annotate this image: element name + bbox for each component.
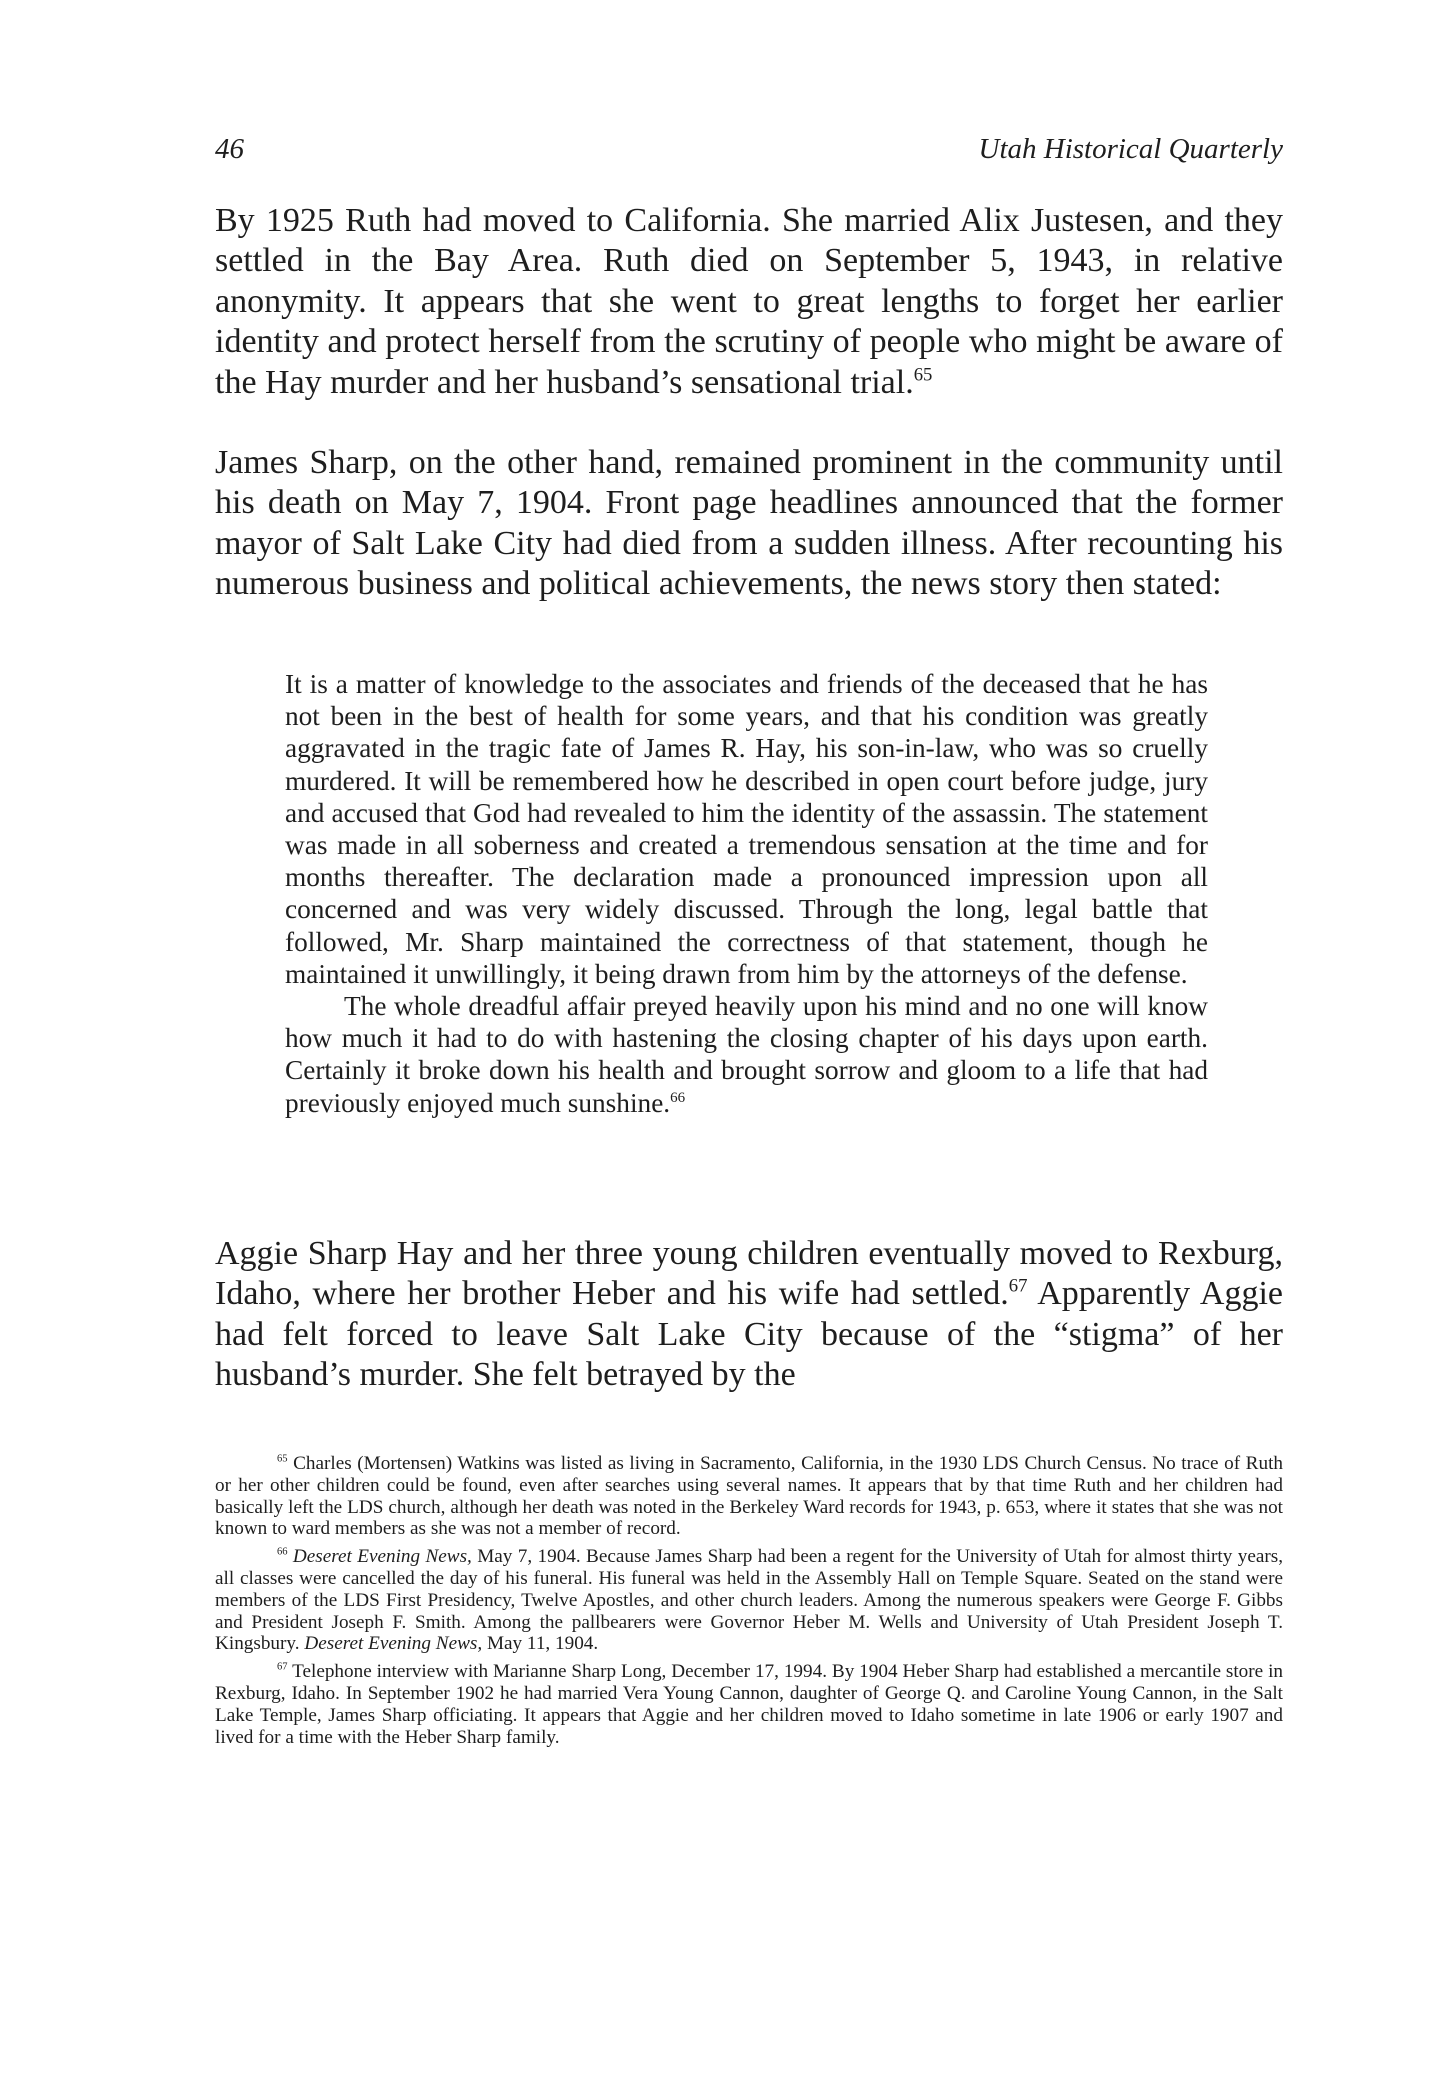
footnote-source: Deseret Evening News, (304, 1633, 483, 1655)
footnote-text: Charles (Mortensen) Watkins was listed as living in Sacramento, California, in the 1930 LDS Church Census. No trace of Ruth or her other children could be found, even after searches using several names. It appears that by that time Ruth and her children had basically left the LDS church, although her death was noted in the Berkeley Ward records for 1943, p. 653, where it states that she was not known to ward members as she was not a member of record. (215, 1453, 1283, 1540)
journal-title: Utah Historical Quarterly (978, 133, 1283, 165)
footnote-number: 66 (277, 1546, 288, 1558)
body-paragraph-2 (215, 443, 1283, 605)
footnote-ref-65: 65 (913, 364, 933, 386)
paragraph-text: James Sharp, on the other hand, remained prominent in the community until his death on May 7, 1904. Front page headlines announced that the former mayor of Salt Lake City had died from a sudden illness. After recounting his numerous business and political achievements, the news story then stated: (215, 444, 1283, 603)
running-head (215, 133, 1283, 173)
footnote-source: Deseret Evening News, (292, 1546, 472, 1568)
footnotes (215, 1453, 1283, 1754)
quote-text: The whole dreadful affair preyed heavily upon his mind and no one will know how much it had to do with hastening the closing chapter of his days upon earth. Certainly it broke down his health and brought sorrow and gloom to a life that had previously enjoyed much sunshine. (285, 991, 1208, 1118)
footnote-67 (215, 1661, 1283, 1748)
footnote-text: May 11, 1904. (482, 1633, 599, 1655)
footnote-ref-67: 67 (1008, 1276, 1028, 1298)
footnote-number: 67 (277, 1661, 288, 1673)
page-number: 46 (215, 133, 244, 165)
body-paragraph-1 (215, 201, 1283, 403)
footnote-text: May 7, 1904. Because James Sharp had been a regent for the University of Utah for almost thirty years, all classes were cancelled the day of his funeral. His funeral was held in the Assembly Hall on Temple Square. Seated on the stand were members of the LDS First Presidency, Twelve Apostles, and other church leaders. Among the numerous speakers were George F. Gibbs and President Joseph F. Smith. Among the pallbearers were Governor Heber M. Wells and University of Utah President Joseph T. Kingsbury. (215, 1546, 1284, 1655)
footnote-text: Telephone interview with Marianne Sharp Long, December 17, 1994. By 1904 Heber Sharp had established a mercantile store in Rexburg, Idaho. In September 1902 he had married Vera Young Cannon, daughter of George Q. and Caroline Young Cannon, in the Salt Lake Temple, James Sharp officiating. It appears that Aggie and her children moved to Idaho sometime in late 1906 or early 1907 and lived for a time with the Heber Sharp family. (215, 1661, 1283, 1748)
footnote-number: 65 (277, 1453, 288, 1465)
quote-paragraph-2 (285, 990, 1208, 1119)
footnote-65 (215, 1453, 1283, 1540)
quote-paragraph-1: It is a matter of knowledge to the associates and friends of the deceased that he has not been in the best of health for some years, and that his condition was greatly aggravated in the tragic fate of James R. Hay, his son-in-law, who was so cruelly murdered. It will be remembered how he described in open court before judge, jury and accused that God had revealed to him the identity of the assassin. The statement was made in all soberness and created a tremendous sensation at the time and for months thereafter. The declaration made a pronounced impression upon all concerned and was very widely discussed. Through the long, legal battle that followed, Mr. Sharp maintained the correctness of that statement, though he maintained it unwillingly, it being drawn from him by the attorneys of the defense. (285, 669, 1208, 989)
body-paragraph-3 (215, 1234, 1283, 1396)
footnote-66 (215, 1546, 1283, 1655)
paragraph-text: Aggie Sharp Hay and her three young children eventually moved to Rexburg, Idaho, where her brother Heber and his wife had settled. (215, 1235, 1283, 1313)
block-quote (285, 668, 1208, 1119)
paragraph-text: By 1925 Ruth had moved to California. She married Alix Justesen, and they settled in the Bay Area. Ruth died on September 5, 1943, in relative anonymity. It appears that she went to great lengths to forget her earlier identity and protect herself from the scrutiny of people who might be aware of the Hay murder and her husband’s sensational trial. (215, 202, 1283, 401)
footnote-ref-66: 66 (670, 1089, 686, 1106)
paragraph-text-continued: Apparently Aggie had felt forced to leave Salt Lake City because of the “stigma” of her husband’s murder. She felt betrayed by the (215, 1275, 1283, 1394)
